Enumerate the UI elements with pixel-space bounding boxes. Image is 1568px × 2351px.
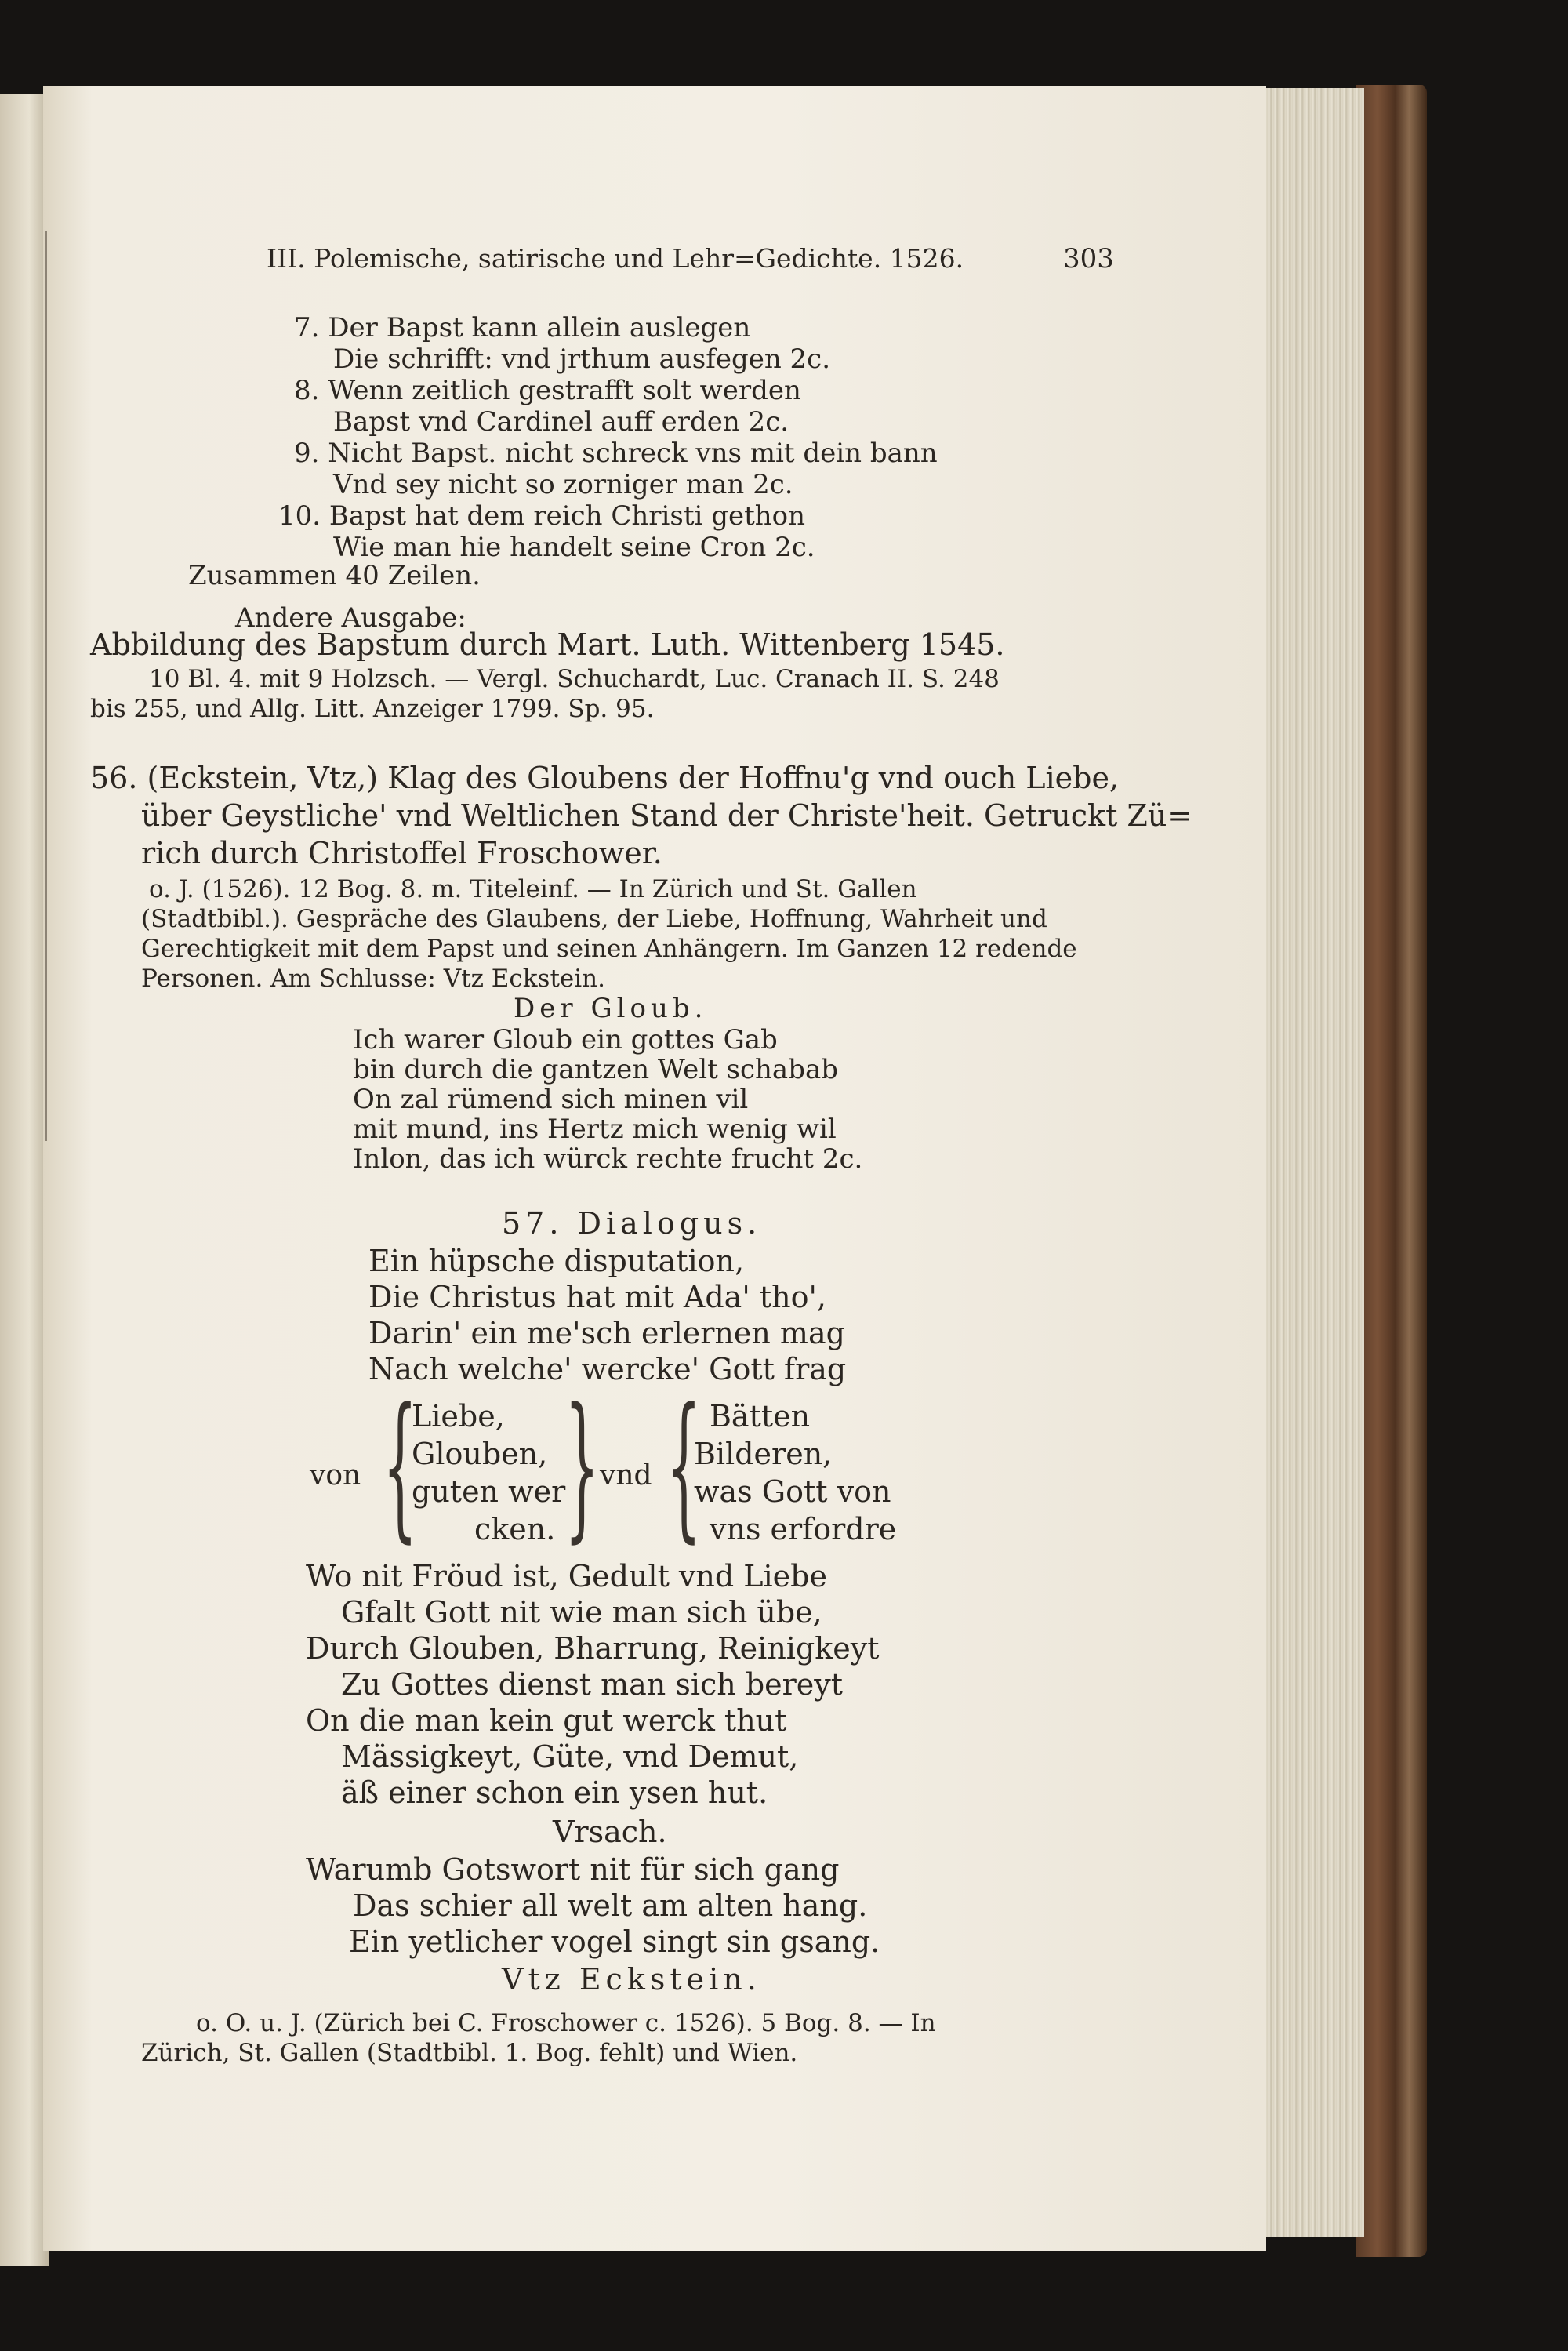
- verse-line: Zu Gottes dienst man sich bereyt: [341, 1667, 844, 1702]
- left-brace-close: }: [564, 1375, 600, 1557]
- brace-item: Bätten: [710, 1399, 811, 1433]
- verse-line: Die Christus hat mit Ada' tho',: [368, 1280, 826, 1314]
- verse-line: bin durch die gantzen Welt schabab: [353, 1054, 839, 1085]
- brace-item: guten wer: [412, 1474, 566, 1509]
- text-line: Andere Ausgabe:: [235, 602, 466, 634]
- text-line: 10 Bl. 4. mit 9 Holzsch. — Vergl. Schuchardt, Luc. Cranach II. S. 248: [149, 665, 1000, 693]
- verse-line: Wo nit Fröud ist, Gedult vnd Liebe: [306, 1559, 827, 1593]
- entry-title-line: rich durch Christoffel Froschower.: [141, 836, 662, 870]
- text-line: 7. Der Bapst kann allein auslegen: [294, 312, 751, 343]
- verse-line: äß einer schon ein ysen hut.: [341, 1775, 768, 1810]
- verse-line: Ein yetlicher vogel singt sin gsang.: [349, 1924, 880, 1959]
- verse-line: Warumb Gotswort nit für sich gang: [306, 1852, 840, 1887]
- signature: Vtz Eckstein.: [502, 1962, 761, 1997]
- brace-item: Glouben,: [412, 1437, 548, 1471]
- brace-item: cken.: [474, 1512, 556, 1546]
- text-line: 9. Nicht Bapst. nicht schreck vns mit dein bann: [294, 438, 938, 469]
- verse-line: Ich warer Gloub ein gottes Gab: [353, 1024, 778, 1056]
- text-line: o. O. u. J. (Zürich bei C. Froschower c. 1526). 5 Bog. 8. — In: [196, 2009, 936, 2037]
- text-line: o. J. (1526). 12 Bog. 8. m. Titeleinf. — In Zürich und St. Gallen: [149, 875, 917, 903]
- running-title: III. Polemische, satirische und Lehr=Gedichte. 1526.: [267, 243, 964, 274]
- page-number: 303: [1063, 243, 1114, 274]
- verse-line: Ein hüpsche disputation,: [368, 1244, 745, 1278]
- ursach-label: Vrsach.: [553, 1815, 667, 1849]
- verse-line: Darin' ein me'sch erlernen mag: [368, 1316, 845, 1350]
- text-line: 8. Wenn zeitlich gestrafft solt werden: [294, 375, 801, 406]
- verse-line: Das schier all welt am alten hang.: [353, 1888, 868, 1923]
- brace-label-und: vnd: [600, 1459, 652, 1492]
- text-line: Vnd sey nicht so zorniger man 2c.: [333, 469, 793, 500]
- brace-item: Liebe,: [412, 1399, 505, 1433]
- verse-line: On die man kein gut werck thut: [306, 1703, 787, 1738]
- entry-title: 57. Dialogus.: [502, 1206, 762, 1241]
- text-line: Zusammen 40 Zeilen.: [188, 560, 481, 591]
- verse-line: Mässigkeyt, Güte, vnd Demut,: [341, 1739, 799, 1774]
- verse-line: On zal rümend sich minen vil: [353, 1084, 749, 1115]
- left-brace-open: {: [383, 1375, 418, 1557]
- left-page-edge: [0, 94, 49, 2266]
- brace-item: Bilderen,: [694, 1437, 833, 1471]
- text-line: 10. Bapst hat dem reich Christi gethon: [278, 500, 806, 532]
- verse-line: mit mund, ins Hertz mich wenig wil: [353, 1114, 837, 1145]
- brace-label-von: von: [310, 1459, 361, 1492]
- text-line: Personen. Am Schlusse: Vtz Eckstein.: [141, 965, 605, 993]
- brace-item: vns erfordre: [710, 1512, 897, 1546]
- speaker-name: Der Gloub.: [514, 993, 708, 1024]
- verse-line: Inlon, das ich würck rechte frucht 2c.: [353, 1143, 863, 1175]
- verse-line: Nach welche' wercke' Gott frag: [368, 1352, 847, 1386]
- entry-title-line: 56. (Eckstein, Vtz,) Klag des Gloubens der Hoffnu'g vnd ouch Liebe,: [90, 761, 1120, 795]
- text-line: Gerechtigkeit mit dem Papst und seinen Anhängern. Im Ganzen 12 redende: [141, 935, 1077, 963]
- book-cover-edge: [1356, 85, 1427, 2257]
- page-edges: [1254, 88, 1364, 2237]
- text-line: (Stadtbibl.). Gespräche des Glaubens, der Liebe, Hoffnung, Wahrheit und: [141, 905, 1047, 933]
- text-line: Bapst vnd Cardinel auff erden 2c.: [333, 406, 789, 438]
- verse-line: Gfalt Gott nit wie man sich übe,: [341, 1595, 822, 1630]
- text-line: bis 255, und Allg. Litt. Anzeiger 1799. Sp. 95.: [90, 695, 655, 723]
- brace-item: was Gott von: [694, 1474, 891, 1509]
- text-line: Die schrifft: vnd jrthum ausfegen 2c.: [333, 343, 831, 375]
- verse-line: Durch Glouben, Bharrung, Reinigkeyt: [306, 1631, 880, 1666]
- text-line: Abbildung des Bapstum durch Mart. Luth. Wittenberg 1545.: [90, 627, 1005, 662]
- text-line: Wie man hie handelt seine Cron 2c.: [333, 532, 815, 563]
- right-brace-open: {: [666, 1375, 702, 1557]
- text-line: Zürich, St. Gallen (Stadtbibl. 1. Bog. fehlt) und Wien.: [141, 2039, 798, 2067]
- gutter-line: [45, 231, 47, 1141]
- entry-title-line: über Geystliche' vnd Weltlichen Stand der Christe'heit. Getruckt Zü=: [141, 798, 1192, 833]
